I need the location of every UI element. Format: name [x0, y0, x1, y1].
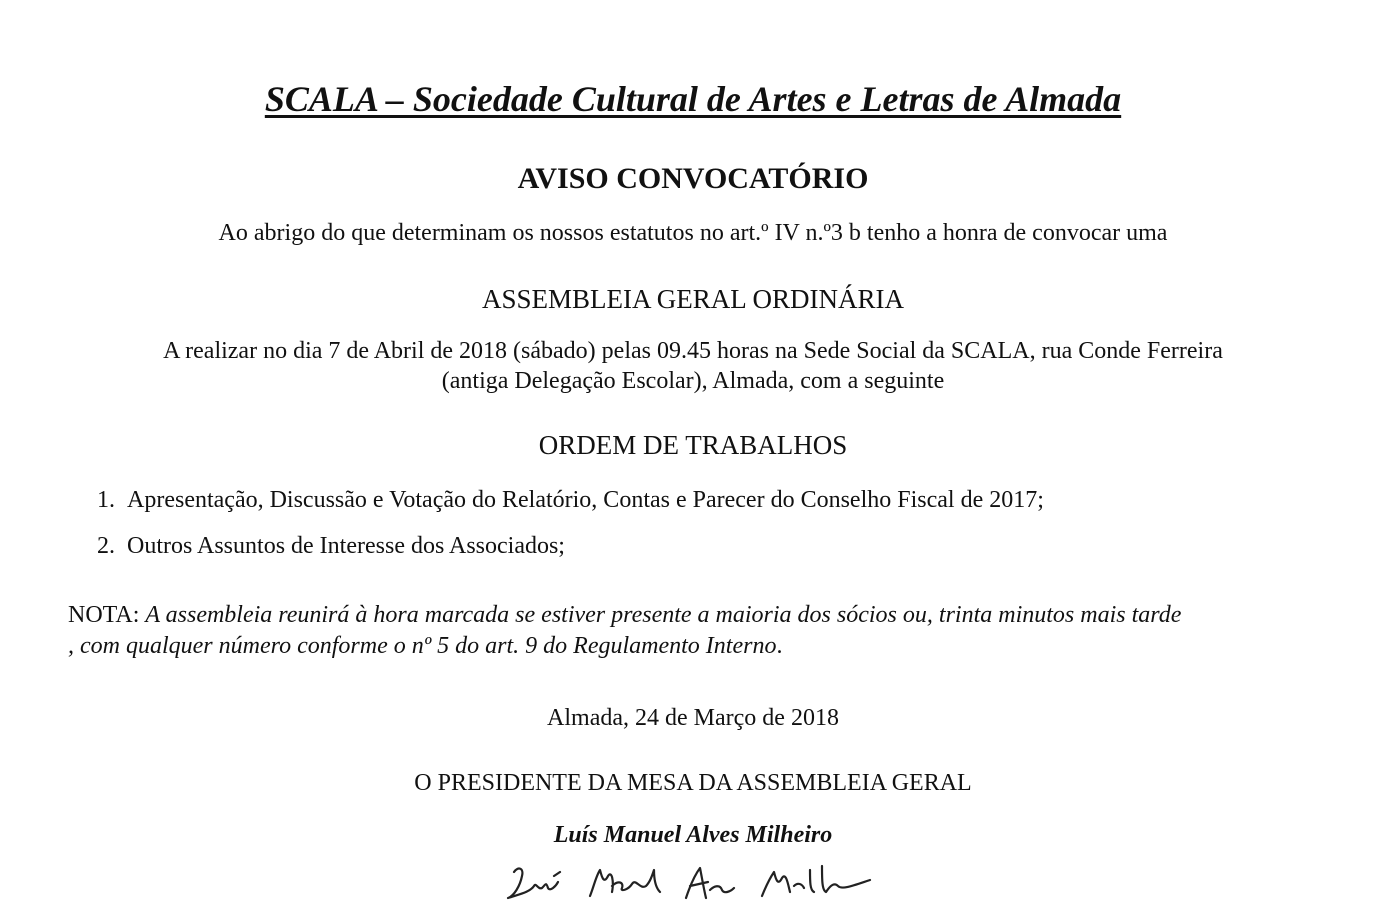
document-date: Almada, 24 de Março de 2018 — [547, 705, 839, 731]
agenda-item-number: 1. — [97, 487, 115, 513]
note-label: NOTA: — [68, 602, 146, 628]
meeting-details-line-2: (antiga Delegação Escolar), Almada, com a seguinte — [441, 368, 945, 394]
assembly-title: ASSEMBLEIA GERAL ORDINÁRIA — [481, 284, 904, 314]
notice-heading: AVISO CONVOCATÓRIO — [517, 162, 869, 195]
note-text-continued: , com qualquer número conforme o nº 5 do art. 9 do Regulamento Interno — [68, 633, 777, 659]
agenda-heading: ORDEM DE TRABALHOS — [538, 430, 848, 460]
agenda-item — [97, 533, 565, 560]
handwritten-signature — [500, 856, 880, 908]
note-line-1 — [68, 602, 1181, 629]
note-line-2 — [68, 633, 782, 660]
agenda-item-text: Apresentação, Discussão e Votação do Relatório, Contas e Parecer do Conselho Fiscal de 2017; — [127, 487, 1044, 513]
agenda-item — [97, 487, 1044, 514]
agenda-item-text: Outros Assuntos de Interesse dos Associados; — [127, 533, 565, 559]
document-title: SCALA – Sociedade Cultural de Artes e Letras de Almada — [264, 79, 1122, 119]
signatory-role: O PRESIDENTE DA MESA DA ASSEMBLEIA GERAL — [414, 770, 972, 796]
note-text: A assembleia reunirá à hora marcada se estiver presente a maioria dos sócios ou, trinta minutos mais tarde — [145, 602, 1182, 628]
notice-intro: Ao abrigo do que determinam os nossos estatutos no art.º IV n.º3 b tenho a honra de convocar uma — [218, 220, 1168, 246]
meeting-details-line-1: A realizar no dia 7 de Abril de 2018 (sábado) pelas 09.45 horas na Sede Social da SCALA, rua Conde Ferreira — [163, 338, 1223, 364]
agenda-item-number: 2. — [97, 533, 115, 559]
note-end: . — [776, 633, 783, 659]
signatory-name: Luís Manuel Alves Milheiro — [553, 822, 833, 848]
